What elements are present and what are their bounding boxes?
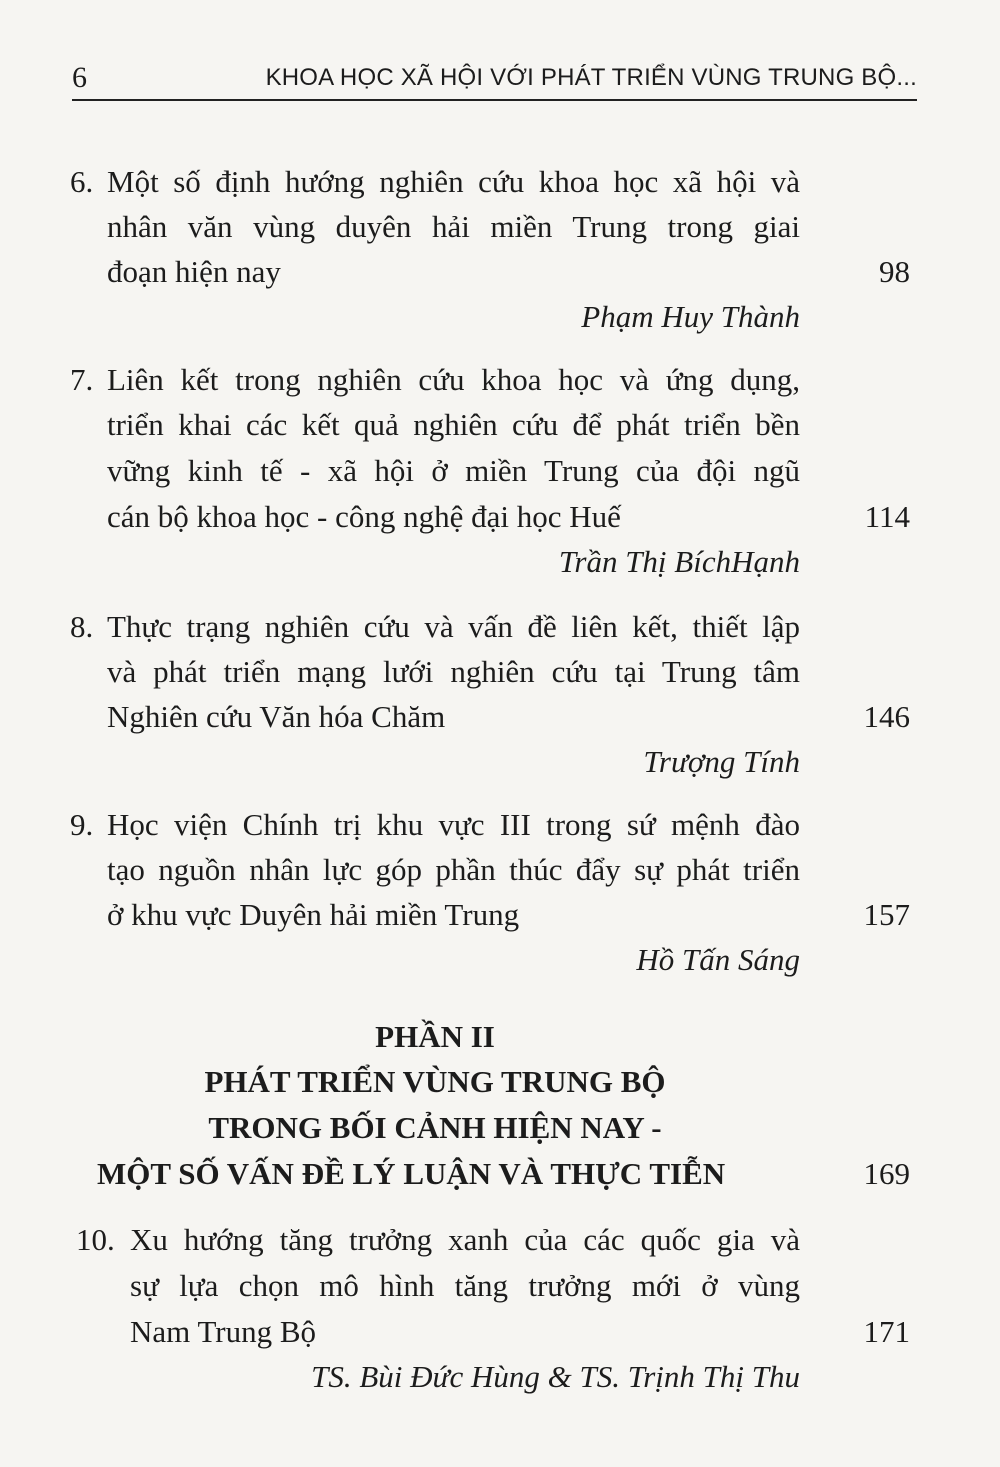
- entry-title-line: và phát triển mạng lưới nghiên cứu tại Trung tâm: [107, 654, 800, 689]
- entry-title-line: Học viện Chính trị khu vực III trong sứ mệnh đào: [107, 807, 800, 842]
- page-header: [72, 58, 917, 100]
- entry-number: 8.: [70, 609, 94, 644]
- entry-title-line: vững kinh tế - xã hội ở miền Trung của đội ngũ: [107, 453, 800, 488]
- header-rule: [72, 99, 917, 101]
- entry-title-line: Một số định hướng nghiên cứu khoa học xã hội và: [107, 164, 800, 199]
- entry-title-line: Thực trạng nghiên cứu và vấn đề liên kết, thiết lập: [107, 609, 800, 644]
- entry-number: 9.: [70, 807, 94, 842]
- entry-number: 10.: [76, 1222, 115, 1257]
- part-title-line: MỘT SỐ VẤN ĐỀ LÝ LUẬN VÀ THỰC TIỄN: [97, 1156, 726, 1191]
- page-number: 6: [72, 61, 87, 94]
- entry-title-line: Liên kết trong nghiên cứu khoa học và ứng dụng,: [107, 362, 800, 397]
- entry-title-line: sự lựa chọn mô hình tăng trưởng mới ở vùng: [130, 1268, 800, 1303]
- part-page-ref: 169: [863, 1156, 910, 1191]
- entry-title-line: nhân văn vùng duyên hải miền Trung trong giai: [107, 209, 800, 244]
- entry-title-line: triển khai các kết quả nghiên cứu để phát triển bền: [107, 407, 800, 442]
- entry-number: 6.: [70, 164, 94, 199]
- entry-page-ref: 171: [863, 1314, 910, 1349]
- entry-page-ref: 146: [863, 699, 910, 734]
- part-label: PHẦN II: [375, 1019, 495, 1054]
- part-title-line: TRONG BỐI CẢNH HIỆN NAY -: [208, 1110, 662, 1145]
- entry-title-line: ở khu vực Duyên hải miền Trung: [107, 897, 520, 932]
- entry-title-line: tạo nguồn nhân lực góp phần thúc đẩy sự phát triển: [107, 852, 800, 887]
- part-title-line: PHÁT TRIỂN VÙNG TRUNG BỘ: [204, 1064, 666, 1099]
- entry-author: Trượng Tính: [643, 744, 800, 779]
- entry-title-line: cán bộ khoa học - công nghệ đại học Huế: [107, 499, 621, 534]
- entry-title-line: Xu hướng tăng trưởng xanh của các quốc gia và: [130, 1222, 800, 1257]
- entry-author: Trần Thị BíchHạnh: [558, 544, 800, 579]
- entry-number: 7.: [70, 362, 94, 397]
- entry-title-line: Nghiên cứu Văn hóa Chăm: [107, 699, 446, 734]
- entry-title-line: đoạn hiện nay: [107, 254, 281, 289]
- entry-title-line: Nam Trung Bộ: [130, 1314, 317, 1349]
- entry-page-ref: 114: [864, 499, 910, 534]
- entry-author: TS. Bùi Đức Hùng & TS. Trịnh Thị Thu: [311, 1359, 800, 1394]
- entry-author: Phạm Huy Thành: [581, 299, 800, 334]
- entry-page-ref: 157: [863, 897, 910, 932]
- running-title: KHOA HỌC XÃ HỘI VỚI PHÁT TRIỂN VÙNG TRUNG BỘ...: [265, 64, 917, 91]
- entry-author: Hồ Tấn Sáng: [636, 942, 800, 977]
- entry-page-ref: 98: [879, 254, 910, 289]
